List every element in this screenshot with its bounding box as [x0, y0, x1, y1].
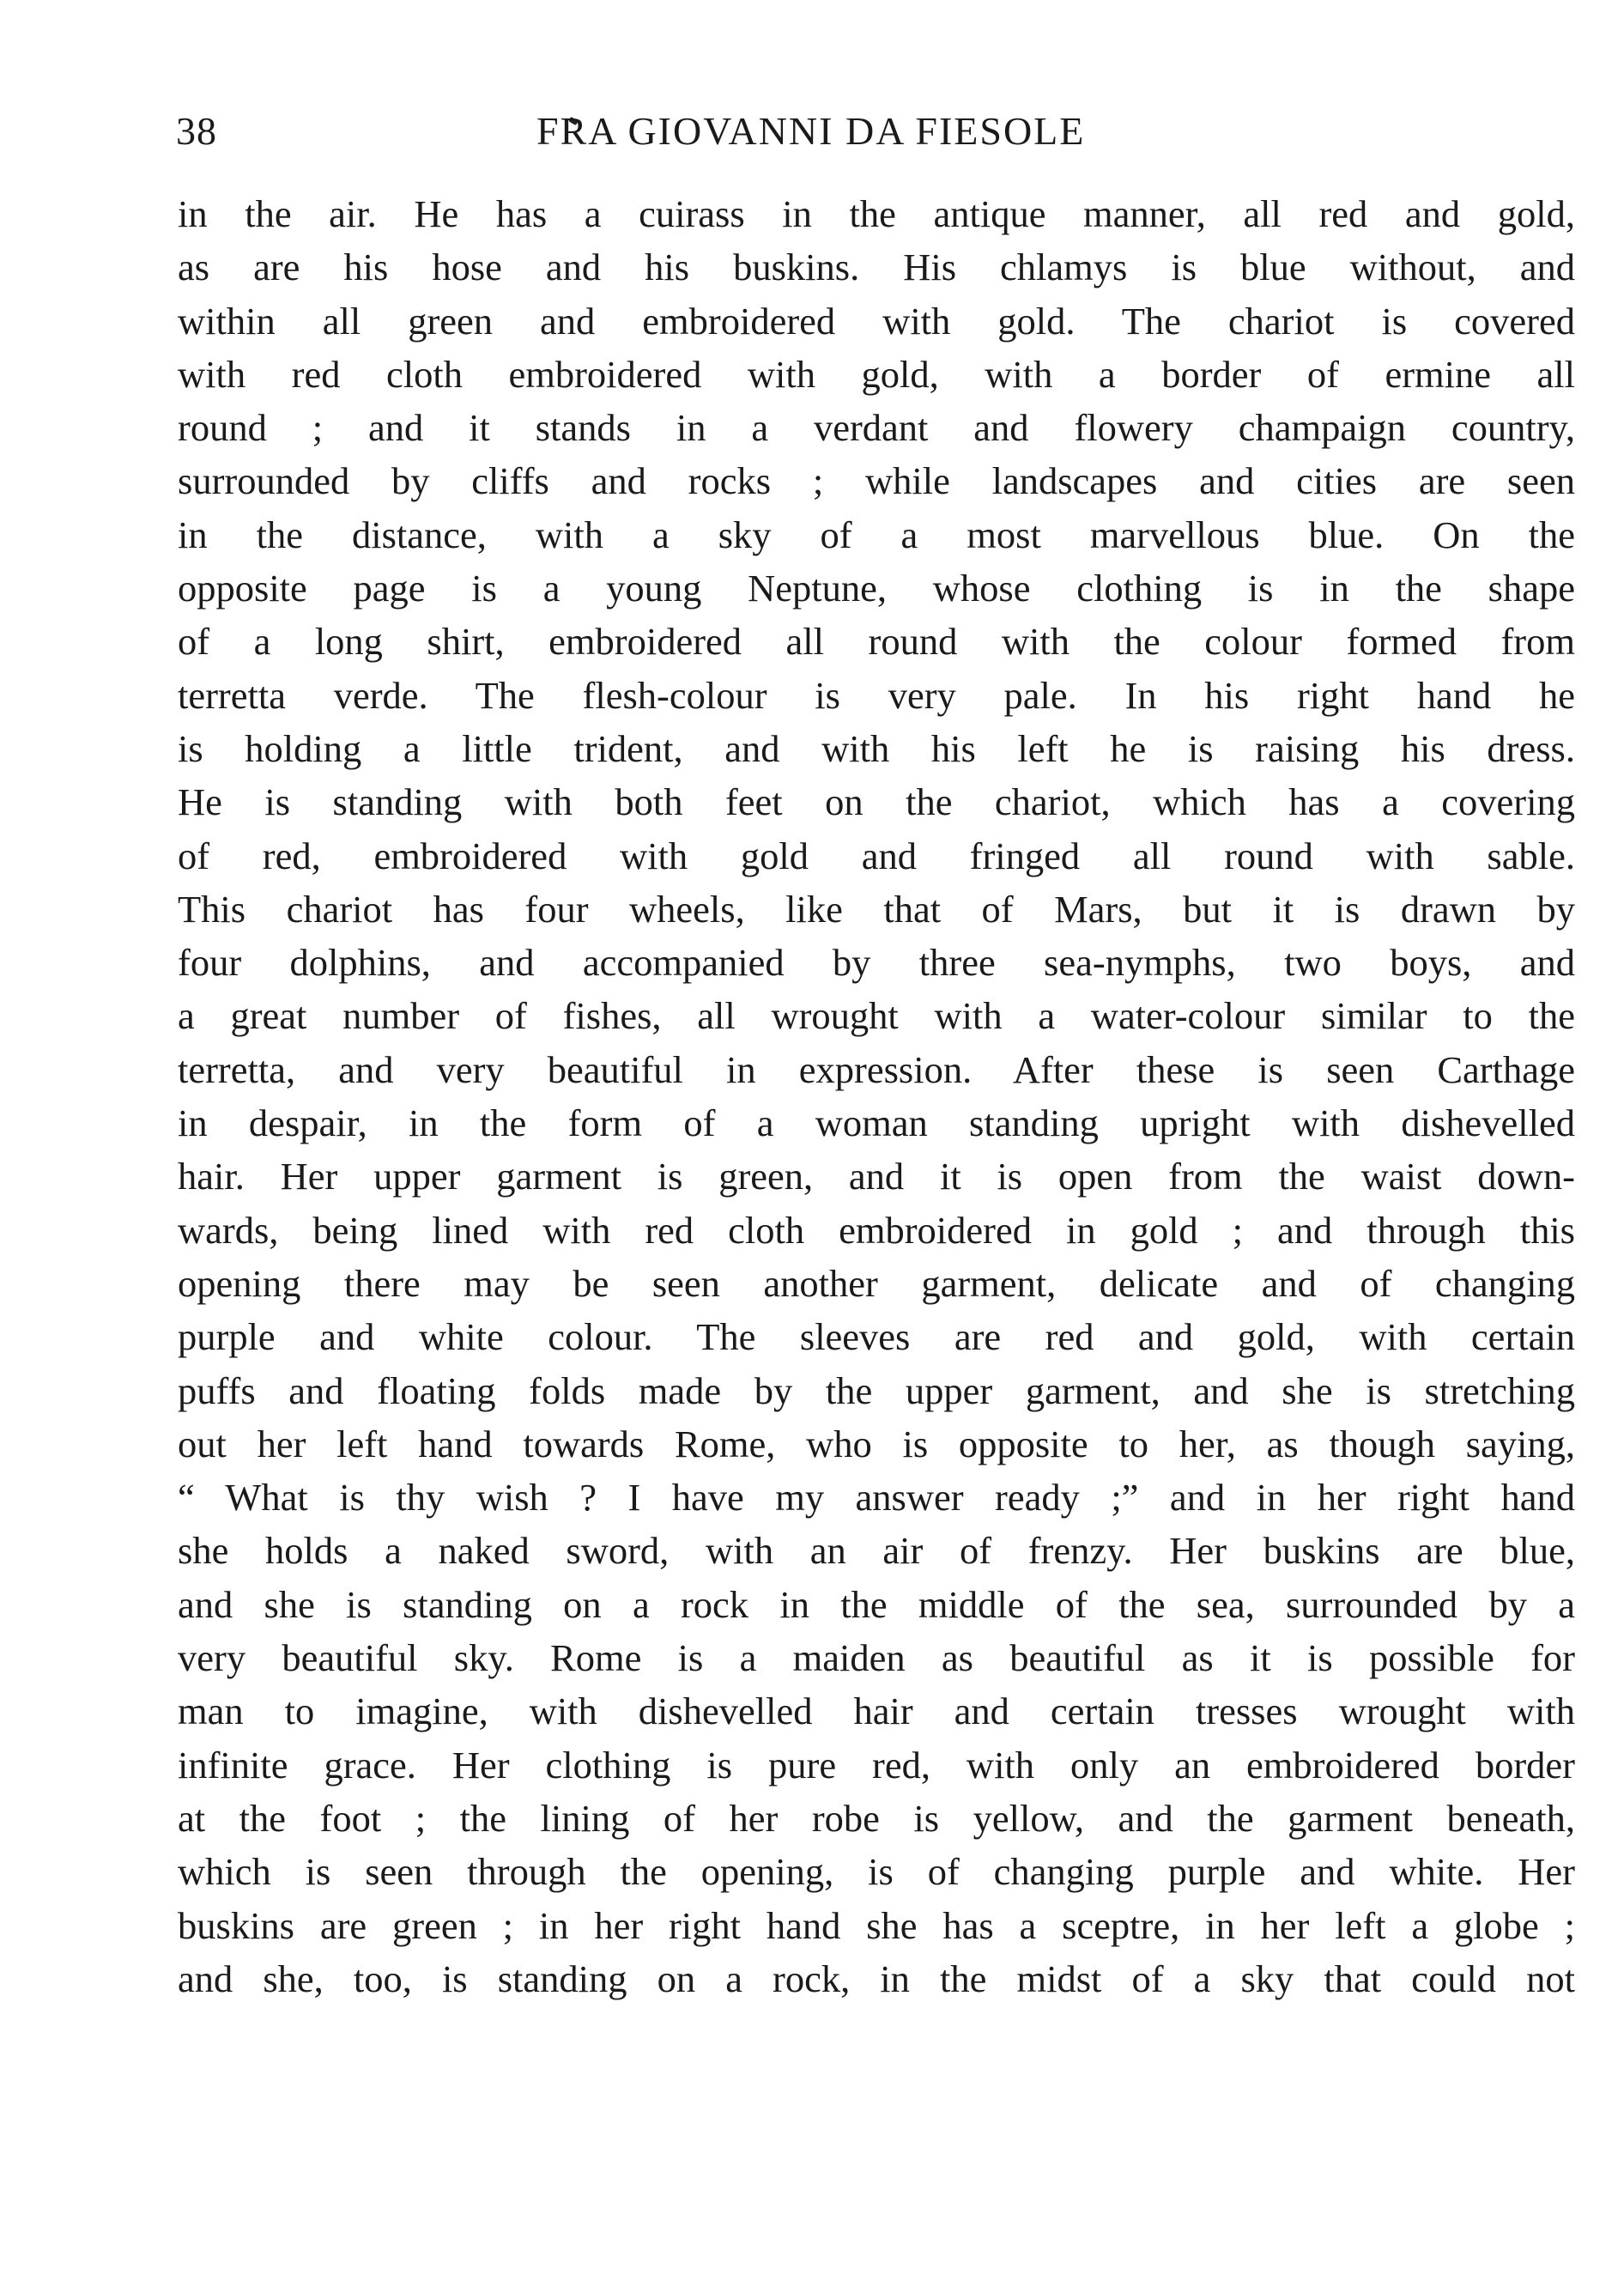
text-line: of red, embroidered with gold and fringed all round with sable. [178, 834, 1575, 877]
text-line: man to imagine, with dishevelled hair and certain tresses wrought with [178, 1690, 1575, 1733]
text-line: “ What is thy wish ? I have my answer ready ;” and in her right hand [178, 1476, 1575, 1520]
body-text [178, 187, 1575, 2005]
text-line: of a long shirt, embroidered all round with the colour formed from [178, 620, 1575, 664]
text-line: opening there may be seen another garment, delicate and of changing [178, 1261, 1575, 1305]
text-line: with red cloth embroidered with gold, with a border of ermine all [178, 352, 1575, 396]
text-line: which is seen through the opening, is of changing purple and white. Her [178, 1850, 1575, 1894]
text-line: at the foot ; the lining of her robe is yellow, and the garment beneath, [178, 1796, 1575, 1840]
text-line: infinite grace. Her clothing is pure red, with only an embroidered border [178, 1743, 1575, 1787]
text-line: terretta verde. The flesh-colour is very pale. In his right hand he [178, 673, 1575, 717]
text-line: as are his hose and his buskins. His chlamys is blue without, and [178, 246, 1575, 289]
text-line: hair. Her upper garment is green, and it is open from the waist down- [178, 1155, 1575, 1198]
running-title: FRA GIOVANNI DA FIESOLE [536, 109, 1086, 153]
text-line: four dolphins, and accompanied by three sea-nymphs, two boys, and [178, 941, 1575, 985]
text-line: purple and white colour. The sleeves are red and gold, with certain [178, 1315, 1575, 1359]
text-line: and she, too, is standing on a rock, in the midst of a sky that could not [178, 1956, 1575, 2000]
text-line: in despair, in the form of a woman standing upright with dishevelled [178, 1101, 1575, 1145]
text-line: is holding a little trident, and with his left he is raising his dress. [178, 726, 1575, 770]
text-line: very beautiful sky. Rome is a maiden as beautiful as it is possible for [178, 1636, 1575, 1680]
text-line: a great number of fishes, all wrought with a water-colour similar to the [178, 994, 1575, 1038]
text-line: surrounded by cliffs and rocks ; while landscapes and cities are seen [178, 459, 1575, 503]
text-line: terretta, and very beautiful in expression. After these is seen Carthage [178, 1047, 1575, 1091]
text-line: buskins are green ; in her right hand she has a sceptre, in her left a globe ; [178, 1903, 1575, 1947]
text-line: and she is standing on a rock in the middle of the sea, surrounded by a [178, 1582, 1575, 1626]
text-line: puffs and floating folds made by the upper garment, and she is stretching [178, 1368, 1575, 1412]
running-head [176, 101, 1584, 170]
text-line: she holds a naked sword, with an air of frenzy. Her buskins are blue, [178, 1529, 1575, 1573]
text-line: opposite page is a young Neptune, whose clothing is in the shape [178, 567, 1575, 610]
text-line: wards, being lined with red cloth embroidered in gold ; and through this [178, 1208, 1575, 1252]
text-line: out her left hand towards Rome, who is opposite to her, as though saying, [178, 1422, 1575, 1465]
page-number: 38 [176, 109, 217, 153]
text-line: in the air. He has a cuirass in the antique manner, all red and gold, [178, 192, 1575, 235]
text-line: This chariot has four wheels, like that of Mars, but it is drawn by [178, 887, 1575, 931]
text-line: within all green and embroidered with gold. The chariot is covered [178, 299, 1575, 343]
text-line: He is standing with both feet on the chariot, which has a covering [178, 780, 1575, 824]
text-line: round ; and it stands in a verdant and flowery champaign country, [178, 406, 1575, 450]
text-line: in the distance, with a sky of a most marvellous blue. On the [178, 513, 1575, 556]
